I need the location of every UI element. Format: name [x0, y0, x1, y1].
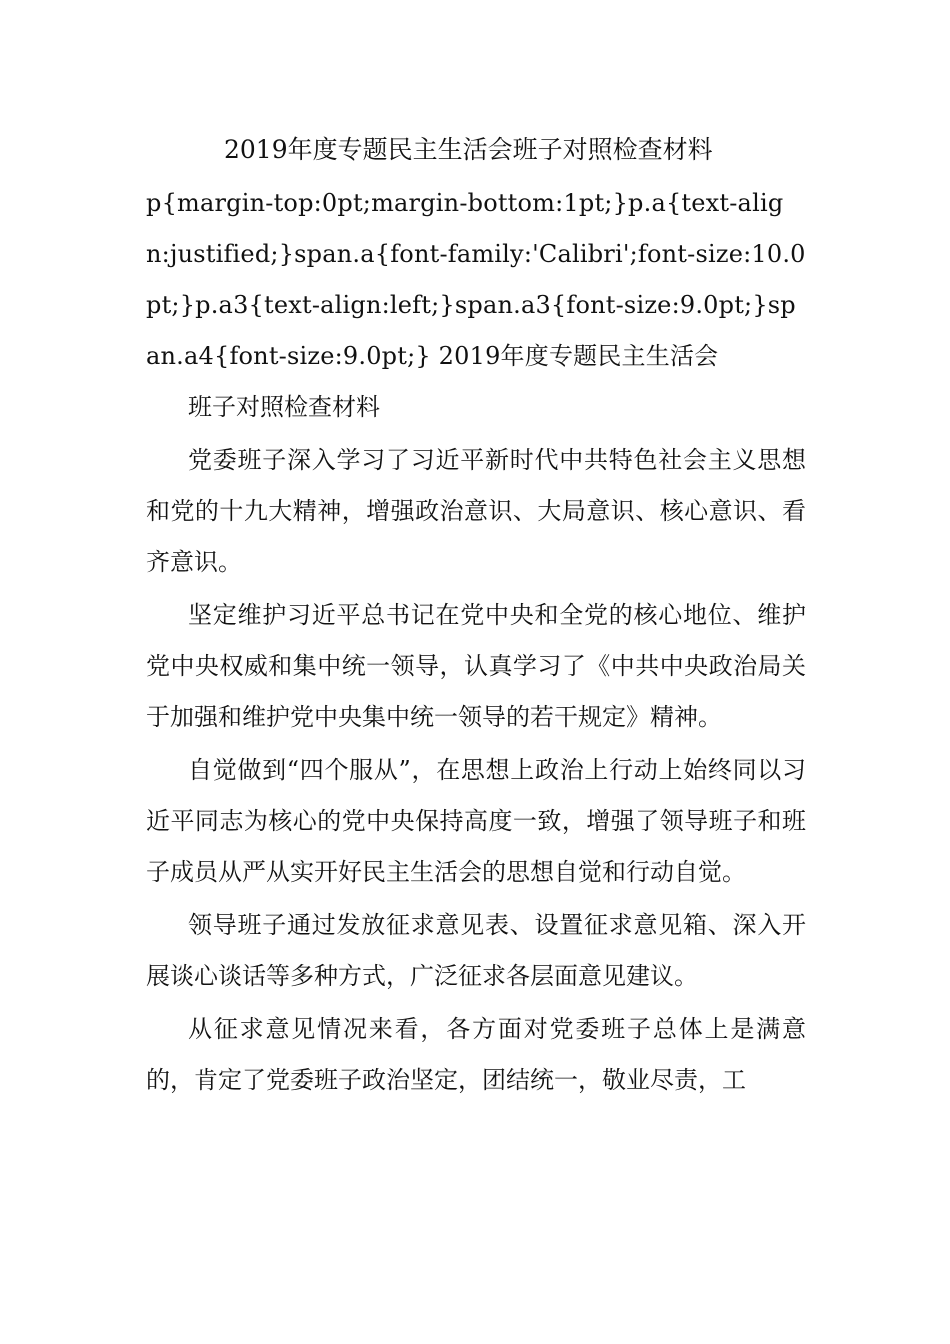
paragraph-4: 领导班子通过发放征求意见表、设置征求意见箱、深入开展谈心谈话等多种方式，广泛征求各层面意见建议。 — [146, 911, 806, 990]
document-subtitle: 班子对照检查材料 — [188, 393, 380, 421]
paragraph-1: 党委班子深入学习了习近平新时代中共特色社会主义思想和党的十九大精神，增强政治意识、大局意识、核心意识、看齐意识。 — [146, 446, 806, 576]
document-page — [146, 128, 806, 1106]
paragraph-2: 坚定维护习近平总书记在党中央和全党的核心地位、维护党中央权威和集中统一领导，认真学习了《中共中央政治局关于加强和维护党中央集中统一领导的若干规定》精神。 — [146, 601, 806, 731]
paragraph-3: 自觉做到“四个服从”，在思想上政治上行动上始终同以习近平同志为核心的党中央保持高度一致，增强了领导班子和班子成员从严从实开好民主生活会的思想自觉和行动自觉。 — [146, 756, 806, 886]
paragraph-5: 从征求意见情况来看，各方面对党委班子总体上是满意的，肯定了党委班子政治坚定，团结统一，敬业尽责，工 — [146, 1015, 806, 1094]
document-title: 2019年度专题民主生活会班子对照检查材料 — [224, 135, 713, 164]
raw-css-text: p{margin-top:0pt;margin-bottom:1pt;}p.a{text-align:justified;}span.a{font-family:'Calibri';font-size:10.0pt;}p.a3{text-align:left;}span.a3{font-size:9.0pt;}span.a4{font-size:9.0pt;} 2019年度专题民主生活会 — [146, 189, 806, 370]
